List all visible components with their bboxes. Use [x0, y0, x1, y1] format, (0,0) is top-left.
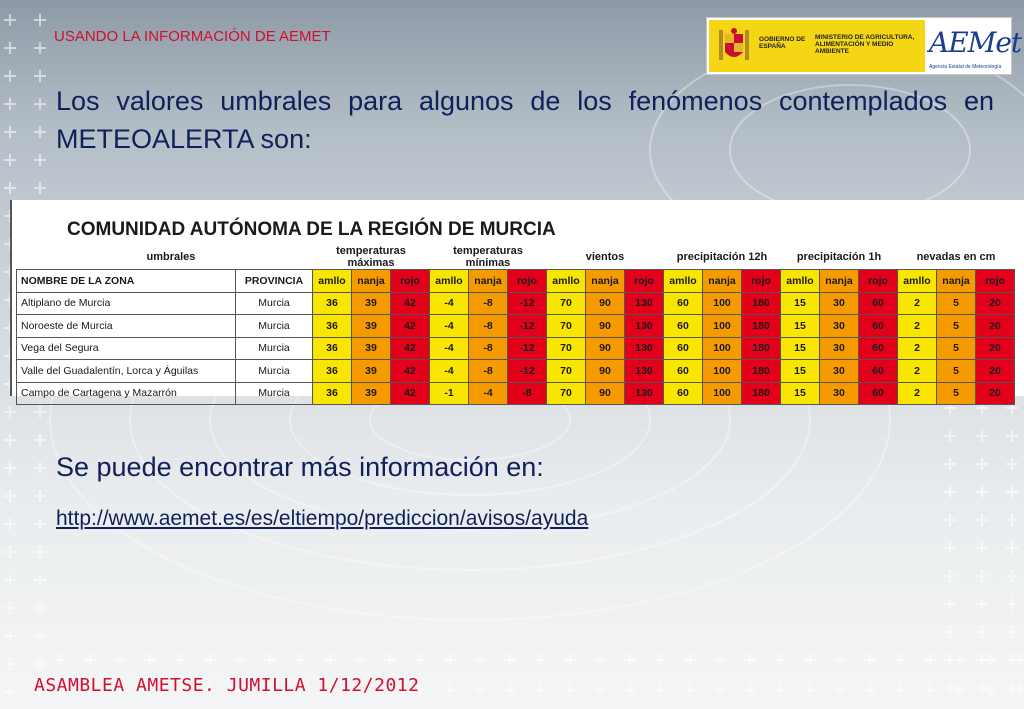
threshold-cell: 70: [547, 315, 586, 338]
threshold-cell: -12: [508, 337, 547, 360]
ministry-text: MINISTERIO DE AGRICULTURA, ALIMENTACIÓN Y MEDIO AMBIENTE: [815, 34, 915, 55]
column-header: amllo: [664, 270, 703, 293]
column-header: rojo: [508, 270, 547, 293]
footer-text: ASAMBLEA AMETSE. JUMILLA 1/12/2012: [34, 675, 420, 696]
cross-decoration: [34, 658, 46, 670]
column-header: amllo: [430, 270, 469, 293]
cross-decoration: [1006, 598, 1018, 610]
threshold-cell: 2: [898, 382, 937, 405]
cross-decoration: [34, 98, 46, 110]
threshold-cell: 36: [313, 382, 352, 405]
cross-decoration: [34, 14, 46, 26]
cross-decoration: [976, 486, 988, 498]
cross-decoration: [4, 546, 16, 558]
column-header: NOMBRE DE LA ZONA: [17, 270, 236, 293]
cross-decoration: [534, 654, 546, 666]
cross-decoration: [1006, 570, 1018, 582]
cross-decoration: [324, 654, 336, 666]
threshold-cell: 2: [898, 337, 937, 360]
column-header: rojo: [391, 270, 430, 293]
cross-decoration: [564, 684, 576, 696]
threshold-cell: 180: [742, 337, 781, 360]
cross-decoration: [1006, 682, 1018, 694]
government-logo: [709, 20, 925, 72]
threshold-cell: 15: [781, 382, 820, 405]
cross-decoration: [714, 654, 726, 666]
column-header: amllo: [898, 270, 937, 293]
threshold-cell: 2: [898, 292, 937, 315]
threshold-cell: -12: [508, 292, 547, 315]
threshold-cell: 39: [352, 337, 391, 360]
threshold-cell: 5: [937, 382, 976, 405]
threshold-cell: 20: [976, 315, 1015, 338]
cross-decoration: [4, 42, 16, 54]
cross-decoration: [4, 70, 16, 82]
zone-name-cell: Vega del Segura: [17, 337, 236, 360]
cross-decoration: [744, 654, 756, 666]
cross-decoration: [4, 154, 16, 166]
cross-decoration: [774, 654, 786, 666]
threshold-cell: 100: [703, 360, 742, 383]
threshold-cell: 39: [352, 315, 391, 338]
province-cell: Murcia: [236, 337, 313, 360]
threshold-cell: 100: [703, 337, 742, 360]
cross-decoration: [354, 654, 366, 666]
threshold-cell: 5: [937, 360, 976, 383]
cross-decoration: [976, 682, 988, 694]
threshold-cell: 60: [859, 360, 898, 383]
cross-decoration: [4, 574, 16, 586]
threshold-cell: 36: [313, 337, 352, 360]
table-row: [17, 315, 1015, 338]
column-header: amllo: [313, 270, 352, 293]
threshold-cell: 42: [391, 382, 430, 405]
cross-decoration: [976, 514, 988, 526]
threshold-cell: 20: [976, 292, 1015, 315]
cross-decoration: [34, 546, 46, 558]
threshold-cell: 180: [742, 360, 781, 383]
threshold-cell: 30: [820, 337, 859, 360]
threshold-cell: 5: [937, 337, 976, 360]
cross-decoration: [34, 574, 46, 586]
threshold-cell: -12: [508, 315, 547, 338]
cross-decoration: [944, 486, 956, 498]
threshold-table: [16, 245, 1015, 405]
intro-text: Los valores umbrales para algunos de los fenómenos contemplados en METEOALERTA son:: [56, 86, 994, 154]
cross-decoration: [976, 570, 988, 582]
cross-decoration: [144, 654, 156, 666]
threshold-cell: 20: [976, 360, 1015, 383]
cross-decoration: [924, 654, 936, 666]
threshold-cell: 70: [547, 292, 586, 315]
cross-decoration: [684, 684, 696, 696]
threshold-cell: -4: [430, 337, 469, 360]
cross-decoration: [976, 430, 988, 442]
cross-decoration: [944, 626, 956, 638]
zone-name-cell: Altiplano de Murcia: [17, 292, 236, 315]
cross-decoration: [594, 654, 606, 666]
threshold-cell: -1: [430, 382, 469, 405]
threshold-cell: 180: [742, 292, 781, 315]
group-label: temperaturas máximas: [336, 245, 406, 269]
cross-decoration: [4, 518, 16, 530]
threshold-cell: 180: [742, 315, 781, 338]
threshold-cell: 5: [937, 315, 976, 338]
threshold-cell: 60: [859, 292, 898, 315]
cross-decoration: [834, 654, 846, 666]
column-header: PROVINCIA: [236, 270, 313, 293]
cross-decoration: [944, 542, 956, 554]
cross-decoration: [624, 684, 636, 696]
cross-decoration: [34, 70, 46, 82]
column-header: nanja: [703, 270, 742, 293]
threshold-cell: 36: [313, 292, 352, 315]
cross-decoration: [34, 154, 46, 166]
cross-decoration: [1006, 486, 1018, 498]
threshold-cell: 60: [664, 315, 703, 338]
cross-decoration: [654, 684, 666, 696]
column-header: rojo: [742, 270, 781, 293]
cross-decoration: [384, 654, 396, 666]
threshold-cell: 90: [586, 292, 625, 315]
threshold-cell: -12: [508, 360, 547, 383]
cross-decoration: [4, 686, 16, 698]
cross-decoration: [294, 654, 306, 666]
cross-decoration: [944, 430, 956, 442]
threshold-cell: 15: [781, 292, 820, 315]
threshold-cell: 36: [313, 315, 352, 338]
cross-decoration: [444, 684, 456, 696]
table-body: [17, 292, 1015, 405]
cross-decoration: [34, 42, 46, 54]
cross-decoration: [944, 458, 956, 470]
table-row: [17, 337, 1015, 360]
group-label: umbrales: [146, 251, 196, 263]
cross-decoration: [976, 598, 988, 610]
threshold-cell: 60: [859, 315, 898, 338]
threshold-cell: 90: [586, 360, 625, 383]
cross-decoration: [976, 542, 988, 554]
table-row: [17, 292, 1015, 315]
aemet-subtitle: Agencia Estatal de Meteorología: [929, 64, 1002, 70]
cross-decoration: [54, 654, 66, 666]
cross-decoration: [954, 684, 966, 696]
table-row: [17, 382, 1015, 405]
threshold-cell: 20: [976, 382, 1015, 405]
more-info-text: Se puede encontrar más información en:: [56, 452, 544, 482]
cross-decoration: [414, 654, 426, 666]
threshold-cell: 15: [781, 360, 820, 383]
cross-decoration: [954, 654, 966, 666]
threshold-cell: 130: [625, 382, 664, 405]
section-label: USANDO LA INFORMACIÓN DE AEMET: [54, 28, 331, 45]
cross-decoration: [504, 684, 516, 696]
threshold-cell: 2: [898, 315, 937, 338]
threshold-cell: -4: [430, 360, 469, 383]
cross-decoration: [474, 654, 486, 666]
cross-decoration: [624, 654, 636, 666]
column-header: nanja: [937, 270, 976, 293]
aemet-wordmark: AEMet: [929, 26, 1022, 59]
threshold-cell: 60: [859, 337, 898, 360]
column-header: nanja: [352, 270, 391, 293]
threshold-cell: -4: [430, 315, 469, 338]
threshold-cell: 130: [625, 337, 664, 360]
cross-decoration: [4, 14, 16, 26]
threshold-cell: -8: [469, 360, 508, 383]
cross-decoration: [4, 434, 16, 446]
threshold-cell: 42: [391, 315, 430, 338]
province-cell: Murcia: [236, 292, 313, 315]
column-header: rojo: [976, 270, 1015, 293]
cross-decoration: [976, 458, 988, 470]
column-header: rojo: [859, 270, 898, 293]
cross-decoration: [1006, 514, 1018, 526]
cross-decoration: [744, 684, 756, 696]
cross-decoration: [174, 654, 186, 666]
threshold-cell: 30: [820, 292, 859, 315]
cross-decoration: [1006, 626, 1018, 638]
threshold-cell: 130: [625, 360, 664, 383]
cross-decoration: [894, 654, 906, 666]
cross-decoration: [684, 654, 696, 666]
zone-name-cell: Valle del Guadalentín, Lorca y Águilas: [17, 360, 236, 383]
cross-decoration: [1014, 654, 1024, 666]
cross-decoration: [944, 682, 956, 694]
zone-name-cell: Campo de Cartagena y Mazarrón: [17, 382, 236, 405]
cross-decoration: [4, 602, 16, 614]
cross-decoration: [4, 126, 16, 138]
cross-decoration: [804, 654, 816, 666]
threshold-cell: 70: [547, 382, 586, 405]
cross-decoration: [264, 654, 276, 666]
column-header: amllo: [781, 270, 820, 293]
cross-decoration: [804, 684, 816, 696]
threshold-cell: 42: [391, 337, 430, 360]
threshold-cell: 42: [391, 360, 430, 383]
threshold-cell: 60: [664, 292, 703, 315]
cross-decoration: [474, 684, 486, 696]
cross-decoration: [1006, 542, 1018, 554]
table-row: [17, 360, 1015, 383]
threshold-cell: 100: [703, 292, 742, 315]
government-text: GOBIERNO DE ESPAÑA: [759, 36, 806, 50]
cross-decoration: [834, 684, 846, 696]
threshold-table-panel: [10, 200, 1024, 400]
threshold-cell: 60: [664, 360, 703, 383]
threshold-cell: 2: [898, 360, 937, 383]
threshold-cell: -8: [469, 337, 508, 360]
cross-decoration: [774, 684, 786, 696]
cross-decoration: [114, 654, 126, 666]
cross-decoration: [564, 654, 576, 666]
threshold-cell: 70: [547, 337, 586, 360]
cross-decoration: [654, 654, 666, 666]
cross-decoration: [1006, 458, 1018, 470]
cross-decoration: [864, 684, 876, 696]
cross-decoration: [34, 490, 46, 502]
column-header: nanja: [469, 270, 508, 293]
cross-decoration: [944, 514, 956, 526]
cross-decoration: [894, 684, 906, 696]
cross-decoration: [34, 182, 46, 194]
cross-decoration: [34, 518, 46, 530]
threshold-cell: 30: [820, 382, 859, 405]
cross-decoration: [34, 602, 46, 614]
province-cell: Murcia: [236, 360, 313, 383]
cross-decoration: [444, 654, 456, 666]
column-header: nanja: [820, 270, 859, 293]
column-header: amllo: [547, 270, 586, 293]
threshold-cell: 30: [820, 360, 859, 383]
threshold-cell: -8: [508, 382, 547, 405]
threshold-cell: 15: [781, 315, 820, 338]
cross-decoration: [34, 462, 46, 474]
cross-decoration: [1006, 430, 1018, 442]
cross-decoration: [984, 684, 996, 696]
cross-decoration: [944, 570, 956, 582]
info-link[interactable]: http://www.aemet.es/es/eltiempo/prediccion/avisos/ayuda: [56, 507, 589, 530]
cross-decoration: [34, 406, 46, 418]
threshold-cell: 130: [625, 292, 664, 315]
cross-decoration: [4, 406, 16, 418]
cross-decoration: [714, 684, 726, 696]
column-header: rojo: [625, 270, 664, 293]
group-label: vientos: [585, 251, 625, 263]
cross-decoration: [4, 630, 16, 642]
threshold-cell: 130: [625, 315, 664, 338]
cross-decoration: [84, 654, 96, 666]
cross-decoration: [1014, 684, 1024, 696]
threshold-cell: 39: [352, 292, 391, 315]
column-header: nanja: [586, 270, 625, 293]
aemet-logo: [927, 22, 1022, 72]
threshold-cell: 90: [586, 382, 625, 405]
threshold-cell: 39: [352, 382, 391, 405]
threshold-cell: -8: [469, 315, 508, 338]
threshold-cell: 39: [352, 360, 391, 383]
cross-decoration: [976, 626, 988, 638]
threshold-cell: -4: [430, 292, 469, 315]
threshold-cell: 90: [586, 337, 625, 360]
cross-decoration: [34, 126, 46, 138]
cross-decoration: [4, 658, 16, 670]
threshold-cell: 20: [976, 337, 1015, 360]
group-label: precipitación 12h: [676, 251, 768, 263]
threshold-cell: 100: [703, 315, 742, 338]
table-title: COMUNIDAD AUTÓNOMA DE LA REGIÓN DE MURCIA: [67, 219, 556, 240]
cross-decoration: [234, 654, 246, 666]
table-group-header: [17, 245, 1015, 270]
province-cell: Murcia: [236, 315, 313, 338]
cross-decoration: [944, 598, 956, 610]
threshold-cell: -8: [469, 292, 508, 315]
cross-decoration: [4, 182, 16, 194]
threshold-cell: 60: [859, 382, 898, 405]
cross-decoration: [504, 654, 516, 666]
cross-decoration: [4, 462, 16, 474]
cross-decoration: [534, 684, 546, 696]
threshold-cell: 42: [391, 292, 430, 315]
cross-decoration: [924, 684, 936, 696]
threshold-cell: 30: [820, 315, 859, 338]
threshold-cell: 36: [313, 360, 352, 383]
group-label: temperaturas mínimas: [453, 245, 523, 269]
group-label: nevadas en cm: [916, 251, 996, 263]
threshold-cell: 15: [781, 337, 820, 360]
threshold-cell: 60: [664, 337, 703, 360]
cross-decoration: [4, 490, 16, 502]
province-cell: Murcia: [236, 382, 313, 405]
logo-banner: [706, 17, 1022, 75]
cross-decoration: [34, 434, 46, 446]
threshold-cell: 90: [586, 315, 625, 338]
threshold-cell: 5: [937, 292, 976, 315]
cross-decoration: [4, 98, 16, 110]
threshold-cell: 70: [547, 360, 586, 383]
cross-decoration: [864, 654, 876, 666]
threshold-cell: 60: [664, 382, 703, 405]
cross-decoration: [984, 654, 996, 666]
group-label: precipitación 1h: [796, 251, 882, 263]
cross-decoration: [34, 630, 46, 642]
threshold-cell: 100: [703, 382, 742, 405]
cross-decoration: [204, 654, 216, 666]
zone-name-cell: Noroeste de Murcia: [17, 315, 236, 338]
table-column-header: [17, 270, 1015, 293]
threshold-cell: 180: [742, 382, 781, 405]
cross-decoration: [594, 684, 606, 696]
threshold-cell: -4: [469, 382, 508, 405]
coat-of-arms-icon: [717, 26, 751, 66]
